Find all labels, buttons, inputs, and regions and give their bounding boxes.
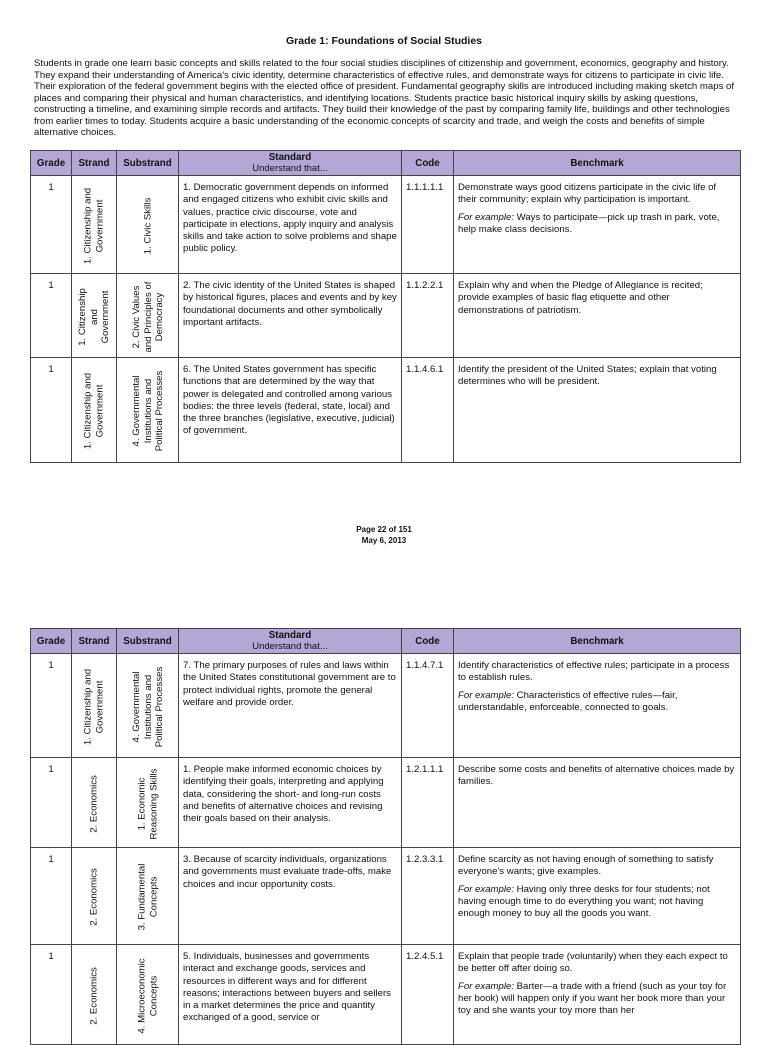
header-strand: Strand (72, 629, 117, 654)
header-code: Code (402, 151, 454, 176)
benchmark-text: Describe some costs and benefits of alternative choices made by families. (458, 764, 735, 788)
code-cell: 1.1.4.6.1 (402, 358, 454, 463)
header-standard-title: Standard (268, 630, 312, 641)
substrand-label: 1. Civic Skills (141, 197, 153, 254)
example-label: For example: (458, 883, 514, 895)
header-standard-title: Standard (268, 152, 312, 163)
standard-cell: 1. People make informed economic choices by identifying their goals, interpreting and applying data, considering the short- and long-run costs and benefits of alternative choices and revising their goals based on their analysis. (179, 758, 402, 848)
strand-cell (72, 358, 117, 463)
benchmark-text: Explain why and when the Pledge of Allegiance is recited; provide examples of basic flag etiquette and other demonstrations of patriotism. (458, 280, 703, 316)
strand-cell (72, 848, 117, 945)
table-row (31, 274, 741, 358)
substrand-cell (117, 358, 179, 463)
table-row (31, 654, 741, 758)
standard-cell: 1. Democratic government depends on informed and engaged citizens who exhibit civic skills and values, practice civic discourse, vote and participate in elections, apply inquiry and analysis skills and take action to solve problems and shape public policy. (179, 176, 402, 274)
grade-cell: 1 (31, 654, 72, 758)
substrand-cell (117, 758, 179, 848)
strand-cell (72, 274, 117, 358)
substrand-cell (117, 848, 179, 945)
benchmark-cell (454, 176, 741, 274)
header-code: Code (402, 629, 454, 654)
grade-cell: 1 (31, 758, 72, 848)
code-cell: 1.2.4.5.1 (402, 945, 454, 1045)
strand-cell (72, 654, 117, 758)
table-row (31, 358, 741, 463)
standards-table-2 (30, 628, 741, 1045)
standard-cell: 6. The United States government has specific functions that are determined by the way that power is delegated and controlled among various bodies: the three levels (federal, state, local) and the three branches (legislative, executive, judicial) of government. (179, 358, 402, 463)
example-body: Ways to participate—pick up trash in park, vote, help make class decisions. (458, 211, 720, 235)
standard-cell: 3. Because of scarcity individuals, organizations and governments must evaluate trade-offs, make choices and incur opportunity costs. (179, 848, 402, 945)
intro-paragraph: Students in grade one learn basic concepts and skills related to the four social studies disciplines of citizenship and government, economics, geography and history. They expand their understanding of America's civic identity, determine characteristics of effective rules, and demonstrate ways for citizens to participate in civic life. Their exploration of the federal government begins with the elected office of president. Fundamental geography skills are introduced including making sketch maps of places and comparing their physical and human characteristics, and identifying locations. Students practice basic historical inquiry skills by asking questions, constructing a timeline, and examining simple records and artifacts. They build their knowledge of the past by comparing family life, buildings and other technologies from earlier times to today. Students acquire a basic understanding of the economic concepts of scarcity and trade, and weigh the costs and benefits of simple alternative choices. (34, 58, 735, 138)
table-row (31, 945, 741, 1045)
standard-cell: 5. Individuals, businesses and governments interact and exchange goods, services and resources in different ways and for different reasons; interactions between buyers and sellers in a market determines the price and quantity exchanged of a good, service or (179, 945, 402, 1045)
benchmark-cell (454, 358, 741, 463)
grade-cell: 1 (31, 848, 72, 945)
code-cell: 1.1.2.2.1 (402, 274, 454, 358)
substrand-label: 2. Civic Values and Principles of Democracy (130, 281, 165, 352)
substrand-cell (117, 274, 179, 358)
benchmark-text: Explain that people trade (voluntarily) when they each expect to be better off after doing so. (458, 951, 728, 975)
standards-table-1 (30, 150, 741, 463)
page-title: Grade 1: Foundations of Social Studies (285, 35, 483, 47)
code-cell: 1.1.4.7.1 (402, 654, 454, 758)
code-cell: 1.2.1.1.1 (402, 758, 454, 848)
header-benchmark: Benchmark (454, 151, 741, 176)
example-label: For example: (458, 980, 514, 992)
benchmark-cell (454, 758, 741, 848)
substrand-cell (117, 654, 179, 758)
example-body: Having only three desks for four students; not having enough time to do everything you want; not having enough money to buy all the goods you want. (458, 883, 710, 920)
substrand-label: 1. Economic Reasoning Skills (136, 768, 159, 839)
benchmark-cell (454, 945, 741, 1045)
strand-label: 1. Citizenship and Government (76, 287, 111, 346)
table-row (31, 848, 741, 945)
page-date: May 6, 2013 (361, 536, 407, 545)
example-body: Barter—a trade with a friend (such as your toy for her book) will happen only if you want her book more than your toy and she wants your toy more than her (458, 980, 727, 1017)
benchmark-text: Demonstrate ways good citizens participate in the civic life of their community; explain why participation is important. (458, 182, 717, 206)
header-benchmark: Benchmark (454, 629, 741, 654)
header-standard-subtitle: Understand that... (252, 641, 328, 652)
header-substrand: Substrand (117, 151, 179, 176)
strand-cell (72, 176, 117, 274)
header-grade: Grade (31, 629, 72, 654)
grade-cell: 1 (31, 358, 72, 463)
header-strand: Strand (72, 151, 117, 176)
benchmark-text: Define scarcity as not having enough of something to satisfy everyone's wants; give examples. (458, 854, 714, 878)
substrand-label: 4. Microeconomic Concepts (136, 957, 159, 1034)
example-body: Characteristics of effective rules—fair, understandable, enforceable, connected to goals. (458, 689, 678, 713)
table-row (31, 176, 741, 274)
strand-label: 1. Citizenship and Government (82, 372, 105, 450)
table-row (31, 758, 741, 848)
example-text (458, 884, 736, 921)
page-number: Page 22 of 151 (356, 525, 412, 534)
substrand-label: 4. Governmental Institutions and Political Processes (130, 666, 165, 747)
example-text (458, 981, 736, 1018)
benchmark-text: Identify characteristics of effective rules; participate in a process to establish rules. (458, 660, 730, 684)
example-label: For example: (458, 211, 514, 223)
code-cell: 1.1.1.1.1 (402, 176, 454, 274)
example-label: For example: (458, 689, 514, 701)
standard-cell: 2. The civic identity of the United States is shaped by historical figures, places and events and by key foundational documents and other symbolically important artifacts. (179, 274, 402, 358)
strand-label: 2. Economics (88, 868, 100, 926)
benchmark-cell (454, 654, 741, 758)
header-standard (179, 629, 402, 654)
header-standard-subtitle: Understand that... (252, 163, 328, 174)
grade-cell: 1 (31, 945, 72, 1045)
code-cell: 1.2.3.3.1 (402, 848, 454, 945)
header-grade: Grade (31, 151, 72, 176)
strand-label: 1. Citizenship and Government (82, 668, 105, 745)
strand-label: 2. Economics (88, 774, 100, 833)
standard-cell: 7. The primary purposes of rules and laws within the United States constitutional government are to protect individual rights, promote the general welfare and provide order. (179, 654, 402, 758)
substrand-label: 3. Fundamental Concepts (136, 863, 159, 931)
header-standard (179, 151, 402, 176)
strand-label: 2. Economics (88, 966, 100, 1025)
substrand-label: 4. Governmental Institutions and Political Processes (130, 370, 165, 452)
substrand-cell (117, 945, 179, 1045)
strand-cell (72, 945, 117, 1045)
benchmark-cell (454, 848, 741, 945)
strand-label: 1. Citizenship and Government (82, 187, 105, 264)
example-text (458, 212, 736, 237)
example-text (458, 690, 736, 715)
substrand-cell (117, 176, 179, 274)
header-substrand: Substrand (117, 629, 179, 654)
strand-cell (72, 758, 117, 848)
grade-cell: 1 (31, 274, 72, 358)
benchmark-cell (454, 274, 741, 358)
benchmark-text: Identify the president of the United States; explain that voting determines who will be president. (458, 364, 717, 388)
page-footer (0, 524, 768, 546)
grade-cell: 1 (31, 176, 72, 274)
